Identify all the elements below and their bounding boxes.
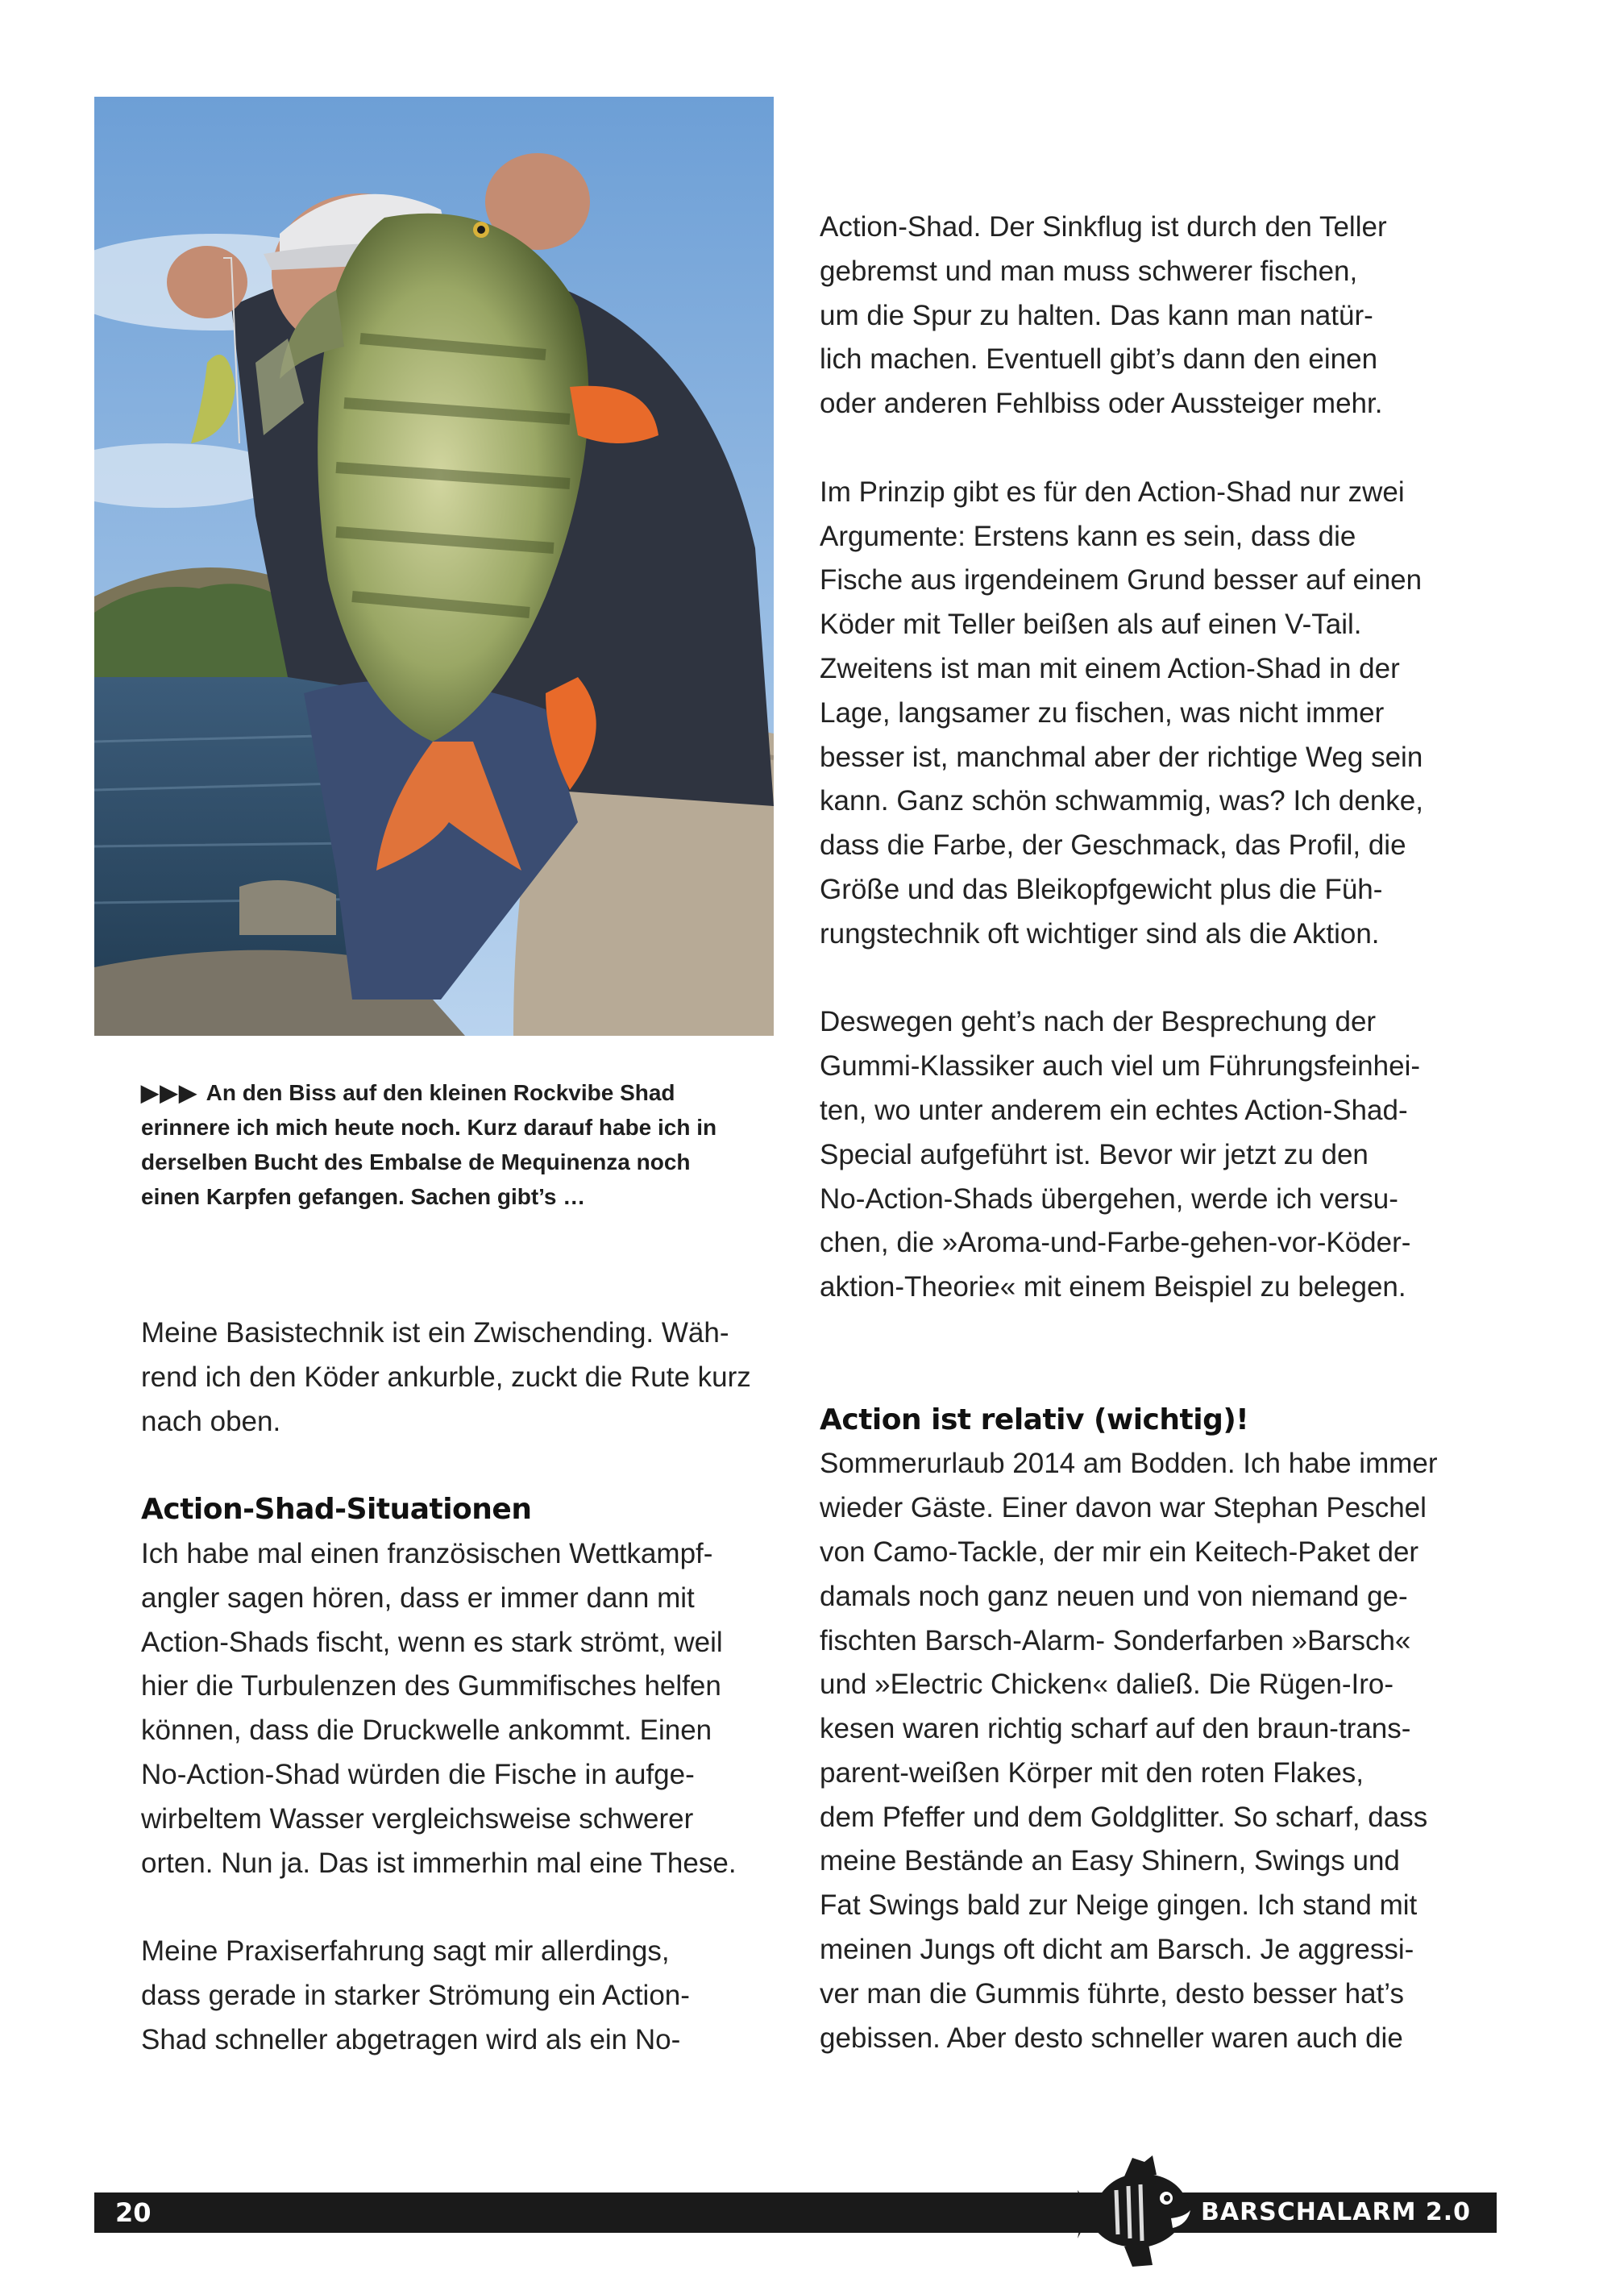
photo-caption	[141, 1075, 754, 1214]
right-paragraph-3: Deswegen geht’s nach der Besprechung der Gummi-Klassiker auch viel um Führungsfeinhei- ten, wo unter anderem ein echtes Action-Shad- Special aufgeführt ist. Bevor wir jetzt zu den No-Action-Shads übergehen, werde ich versu- chen, die »Aroma-und-Farbe-gehen-vor-Köder- aktion-Theorie« mit einem Beispiel zu belegen.	[820, 1006, 1420, 1303]
right-paragraph-2: Im Prinzip gibt es für den Action-Shad nur zwei Argumente: Erstens kann es sein, dass die Fische aus irgendeinem Grund besser auf einen Köder mit Teller beißen als auf einen V-Tail. Zweitens ist man mit einem Action-Shad in der Lage, langsamer zu fischen, was nicht immer besser ist, manchmal aber der richtige Weg sein kann. Ganz schön schwammig, was? Ich denke, dass die Farbe, der Geschmack, das Profil, die Größe und das Bleikopfgewicht plus die Füh- rungstechnik oft wichtiger sind als die Aktion.	[820, 476, 1423, 950]
heading-action-shad-situationen: Action-Shad-Situationen	[141, 1493, 532, 1527]
right-paragraph-1: Action-Shad. Der Sinkflug ist durch den Teller gebremst und man muss schwerer fischen, um die Spur zu halten. Das kann man natür- lich machen. Eventuell gibt’s dann den einen oder anderen Fehlbiss oder Aussteiger mehr.	[820, 211, 1387, 420]
caption-arrows-icon: ▶▶▶	[141, 1080, 198, 1105]
heading-action-ist-relativ: Action ist relativ (wichtig)!	[820, 1403, 1249, 1436]
caption-text: An den Biss auf den kleinen Rockvibe Shad erinnere ich mich heute noch. Kurz darauf habe ich in derselben Bucht des Embalse de Mequinenza noch einen Karpfen gefangen. Sachen gibt’s …	[141, 1080, 717, 1209]
perch-logo-icon	[1076, 2154, 1197, 2271]
left-paragraph-2: Ich habe mal einen französischen Wettkampf- angler sagen hören, dass er immer dann mit Action-Shads fischt, wenn es stark strömt, weil hier die Turbulenzen des Gummifisches helfen können, dass die Druckwelle ankommt. Einen No-Action-Shad würden die Fische in aufge- wirbeltem Wasser vergleichsweise schwerer orten. Nun ja. Das ist immerhin mal eine These.	[141, 1537, 737, 1879]
right-paragraph-4: Sommerurlaub 2014 am Bodden. Ich habe immer wieder Gäste. Einer davon war Stephan Peschel von Camo-Tackle, der mir ein Keitech-Paket der damals noch ganz neuen und von niemand ge- fischten Barsch-Alarm- Sonderfarben »Barsch« und »Electric Chicken« daließ. Die Rügen-Iro- kesen waren richtig scharf auf den braun-trans- parent-weißen Körper mit den roten Flakes, dem Pfeffer und dem Goldglitter. So scharf, dass meine Bestände an Easy Shinern, Swings und Fat Swings bald zur Neige gingen. Ich stand mit meinen Jungs oft dicht am Barsch. Je aggressi- ver man die Gummis führte, desto besser hat’s gebissen. Aber desto schneller waren auch die	[820, 1448, 1438, 2054]
angler-with-perch-photo	[94, 97, 774, 1036]
left-paragraph-3: Meine Praxiserfahrung sagt mir allerdings, dass gerade in starker Strömung ein Action- Shad schneller abgetragen wird als ein No-	[141, 1935, 690, 2055]
photo-illustration	[94, 97, 774, 1036]
brand-title: BARSCHALARM 2.0	[1201, 2198, 1472, 2226]
right-column	[820, 206, 1464, 2060]
left-column	[141, 1311, 762, 2063]
page-number: 20	[115, 2197, 152, 2228]
left-paragraph-1: Meine Basistechnik ist ein Zwischending. Wäh- rend ich den Köder ankurble, zuckt die Rute kurz nach oben.	[141, 1317, 751, 1437]
